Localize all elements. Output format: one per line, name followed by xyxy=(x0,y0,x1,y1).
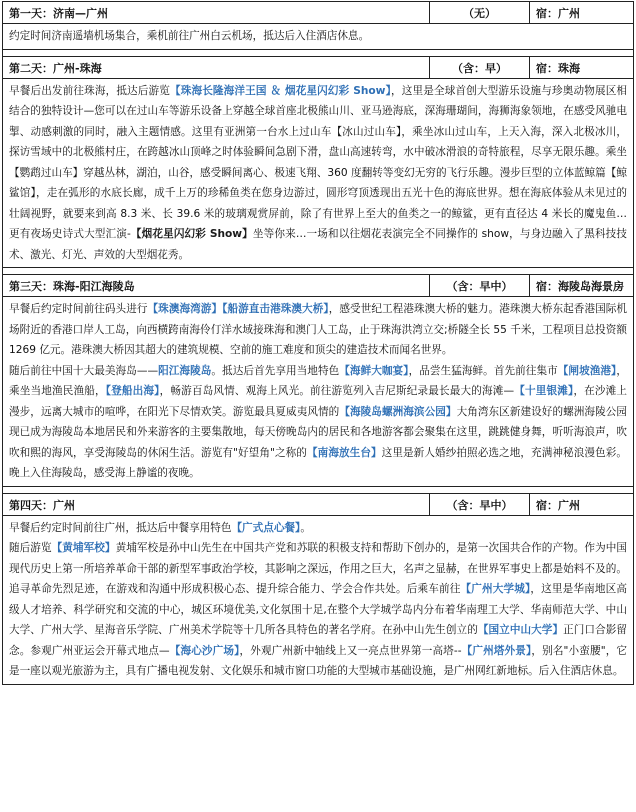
description-text: 这里是新人婚纱拍照必选之地，充满神秘浪漫色彩。晚上入住海陵岛，感受海上静谧的夜晚。 xyxy=(9,446,627,479)
highlighted-attraction: 【珠澳海湾游】【船游直击港珠澳大桥】 xyxy=(147,303,329,315)
day-description-row xyxy=(3,78,634,268)
highlighted-attraction: 【黄埔军校】 xyxy=(51,542,116,554)
description-text: 早餐后出发前往珠海，抵达后游览 xyxy=(9,84,170,97)
description-paragraph xyxy=(9,518,627,539)
description-text: ，这里是全球首创大型游乐设施与珍奥动物展区相结合的独特设计—您可以在过山车等游乐设备上穿越全球首座北极熊山川、亚马逊海底，深海珊瑚间，海狮海象领地，在感受风驰电掣、动感刺激的同时，融入主题情感。这里有亚洲第一台水上过山车【冰山过山车】，乘坐冰山过山车，上天入海，深入北极冰川，探访雪域中的北极熊村庄，在跨越冰山顶峰之时体验瞬间急剧下滑，盘山高速转弯，水中破冰滑浪的奇特旅程，尽享无限乐趣。乘坐【鹦鹉过山车】穿越丛林，湖泊，山谷，感受瞬间离心、极速飞翔、360 度翻转等变幻无穷的飞行乐趣。漫步巨型的立体蓝鲸篇【鲸鲨馆】，走在弧形的水底长廊，成千上万的珍稀鱼类在您身边游过，圆形穹顶透现出五光十色的海底世界。想在海底体验从未见过的壮阔视野，就要来到高 8.3 米、长 39.6 米的玻璃观赏屏前，除了有世界上至大的鱼类之一的鲸鲨，更有直径达 4 米长的魔鬼鱼…更有夜场史诗式大型汇演- xyxy=(9,84,628,240)
meal-info: （含：早） xyxy=(430,56,530,78)
description-text: 坐等你来…一场和以往烟花表演完全不同操作的 show，与身边融入了黑科技技术、激光、灯光、声效的大型烟花秀。 xyxy=(9,228,627,261)
highlighted-attraction: 【海心沙广场】 xyxy=(169,644,240,657)
description-text: 早餐后约定时间前往广州，抵达后中餐享用特色 xyxy=(9,521,232,534)
meal-info: （含：早中） xyxy=(430,493,530,515)
highlighted-attraction: 【广州大学城】 xyxy=(460,583,531,595)
day-title: 第三天：珠海-阳江海陵岛 xyxy=(3,275,430,297)
day-description xyxy=(3,24,634,50)
description-text: 黄埔军校是孙中山先生在中国共产党和苏联的积极支持和帮助下创办的，是第一次国共合作的产物。作为中国现代历史上第一所培养革命干部的新型军事政治学校，其影响之深远，作用之巨大，名声之显赫，在世界军事史上都是始料不及的。追寻革命先烈足迹，在游戏和沟通中形成积极心态、提升综合能力、学会合作共处。后乘车前往 xyxy=(9,542,627,595)
meal-info: （含：早中） xyxy=(430,275,530,297)
highlighted-attraction: 【十里银滩】 xyxy=(514,385,574,397)
description-paragraph xyxy=(9,299,627,361)
day-description-row xyxy=(3,515,634,684)
separator-cell xyxy=(3,49,634,56)
highlighted-attraction: 【广式点心餐】 xyxy=(231,521,301,534)
itinerary-table xyxy=(2,1,634,685)
description-text: ，这里是华南地区高级人才培养、科学研究和交流的中心，城区环境优美,文化氛围十足,在整个大学城学岛内分布着华南理工大学、华南师范大学、中山大学、广州大学、星海音乐学院、广州美术学院等十几所各具特色的著名学府。在孙中山先生创立的 xyxy=(9,583,628,636)
description-text: ，别名"小蛮腰"，它是一座以观光旅游为主，具有广播电视发射、文化娱乐和城市窗口功能的大型城市基础设施，是广州网红新地标。后入住酒店休息。 xyxy=(9,644,628,677)
description-text: ，乘坐当地渔民渔船， xyxy=(9,364,627,397)
day-description xyxy=(3,78,634,268)
day-description-row xyxy=(3,24,634,50)
day-separator xyxy=(3,49,634,56)
highlighted-attraction: 阳江海陵岛 xyxy=(158,364,212,377)
day-description xyxy=(3,515,634,684)
description-text: 随后游览 xyxy=(9,542,52,554)
highlighted-attraction: 【海鲜大咖宴】 xyxy=(339,364,409,377)
day-header-row xyxy=(3,56,634,78)
description-text: 正门口合影留念。参观广州亚运会开幕式地点— xyxy=(9,624,627,657)
day-title: 第四天：广州 xyxy=(3,493,430,515)
day-description xyxy=(3,297,634,487)
highlighted-attraction: 【登船出海】 xyxy=(105,385,160,397)
description-text: ，品尝生猛海鲜。首先前往集市 xyxy=(408,364,558,377)
description-text: 。抵达后首先享用当地特色 xyxy=(211,364,340,377)
highlighted-attraction: 【珠海长隆海洋王国 ＆ 烟花星闪幻彩 Show】 xyxy=(170,84,392,97)
hotel-info: 宿：广州 xyxy=(530,493,634,515)
description-text: 随后前往中国十大最美海岛—— xyxy=(9,364,159,377)
hotel-info: 宿：广州 xyxy=(530,2,634,24)
separator-cell xyxy=(3,486,634,493)
highlighted-attraction: 【广州塔外景】 xyxy=(461,644,532,657)
description-text: 约定时间济南遥墙机场集合，乘机前往广州白云机场，抵达后入住酒店休息。 xyxy=(9,30,370,42)
day-header-row xyxy=(3,2,634,24)
description-text: ，畅游百岛风情、观海上风光。前往游览列入吉尼斯纪录最长最大的海滩— xyxy=(159,385,515,397)
separator-cell xyxy=(3,268,634,275)
itinerary-page xyxy=(0,1,636,812)
highlighted-attraction: 【南海放生台】 xyxy=(306,446,382,459)
highlighted-attraction: 【闸坡渔港】 xyxy=(557,364,617,377)
day-header-row xyxy=(3,275,634,297)
description-text: ，外观广州新中轴线上又一亮点世界第一高塔-- xyxy=(239,644,462,657)
description-paragraph xyxy=(9,538,627,682)
description-text: 。 xyxy=(300,521,311,534)
highlighted-attraction: 【烟花星闪幻彩 Show】 xyxy=(130,228,253,240)
hotel-info: 宿：海陵岛海景房 xyxy=(530,275,634,297)
description-text: 早餐后约定时间前往码头进行 xyxy=(9,303,148,315)
day-description-row xyxy=(3,297,634,487)
description-paragraph xyxy=(9,26,627,47)
highlighted-attraction: 【国立中山大学】 xyxy=(477,624,564,636)
description-text: 大角湾东区新建设好的螺洲海陵公园现已成为海陵岛本地居民和外来游客的主要集散地，每天傍晚岛内的居民和各地游客都会聚集在这里，跳跳健身舞，听听海浪声，吹吹和熙的海风，享受海陵岛的休闲生活。游览有"好望角"之称的 xyxy=(9,405,627,459)
day-separator xyxy=(3,268,634,275)
meal-info: （无） xyxy=(430,2,530,24)
description-paragraph xyxy=(9,81,627,266)
day-separator xyxy=(3,486,634,493)
day-title: 第一天：济南—广州 xyxy=(3,2,430,24)
description-text: ，在沙滩上漫步，远离大城市的喧哗，在阳光下尽情欢笑。游览最具夏威夷风情的 xyxy=(9,385,628,418)
description-text: ，感受世纪工程港珠澳大桥的魅力。港珠澳大桥东起香港国际机场附近的香港口岸人工岛，向西横跨南海伶仃洋水域接珠海和澳门人工岛，止于珠海洪湾立交;桥隧全长 55 千米，工程项目总投资额 1269 亿元。港珠澳大桥因其超大的建筑规模、空前的施工难度和顶尖的建造技术而闻名世界。 xyxy=(9,303,628,356)
day-header-row xyxy=(3,493,634,515)
day-title: 第二天：广州-珠海 xyxy=(3,56,430,78)
description-paragraph xyxy=(9,361,627,484)
hotel-info: 宿：珠海 xyxy=(530,56,634,78)
highlighted-attraction: 【海陵岛螺洲海滨公园】 xyxy=(339,405,457,418)
